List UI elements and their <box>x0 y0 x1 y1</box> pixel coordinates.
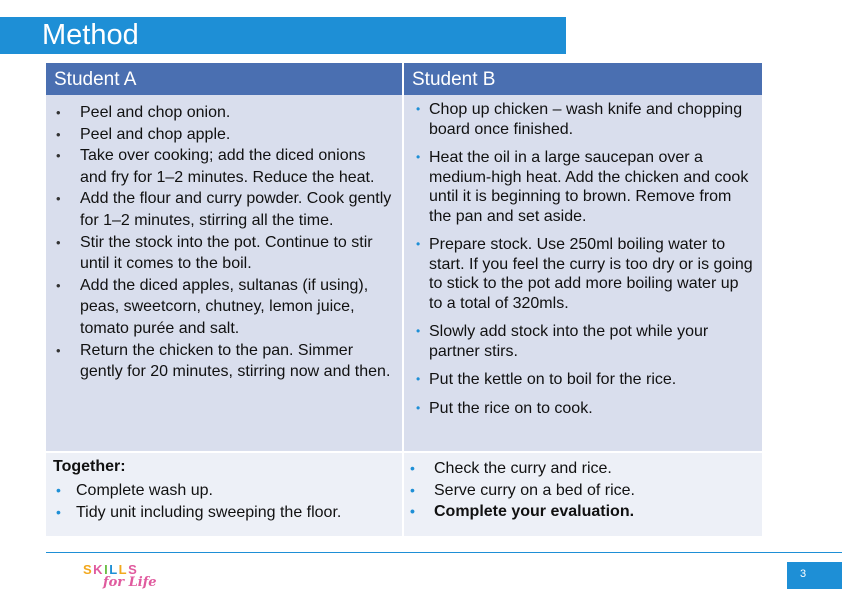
list-item: • Check the curry and rice. <box>406 458 746 480</box>
list-item: • Return the chicken to the pan. Simmer gently for 20 minutes, stirring now and then. <box>56 340 396 383</box>
list-item: • Tidy unit including sweeping the floor. <box>53 502 393 524</box>
list-item: • Add the diced apples, sultanas (if using), peas, sweetcorn, chutney, lemon juice, tomato purée and salt. <box>56 275 396 340</box>
page-title: Method <box>42 19 139 51</box>
list-item: • Add the flour and curry powder. Cook gently for 1–2 minutes, stirring all the time. <box>56 188 396 231</box>
list-item: • Slowly add stock into the pot while your partner stirs. <box>416 322 756 361</box>
footer-divider <box>46 552 842 553</box>
list-item: • Chop up chicken – wash knife and chopping board once finished. <box>416 100 756 139</box>
header-student-a-label: Student A <box>54 69 137 90</box>
list-item: • Peel and chop apple. <box>56 124 396 146</box>
method-table <box>46 63 762 536</box>
list-item: • Heat the oil in a large saucepan over a medium-high heat. Add the chicken and cook until it is beginning to brown. Remove from the pan and set aside. <box>416 148 756 226</box>
logo-line2: for Life <box>103 575 157 590</box>
list-item: • Prepare stock. Use 250ml boiling water to start. If you feel the curry is too dry or is going to stick to the pot add more boiling water up to a total of 320mls. <box>416 235 756 313</box>
header-student-a <box>46 63 402 95</box>
final-steps-cell <box>404 453 762 536</box>
student-a-list <box>56 102 396 383</box>
list-item: • Complete wash up. <box>53 480 393 502</box>
page-number: 3 <box>800 568 807 580</box>
list-item: • Complete your evaluation. <box>406 501 746 523</box>
list-item: • Put the rice on to cook. <box>416 399 756 419</box>
student-a-cell <box>46 95 402 451</box>
student-b-list <box>416 100 756 427</box>
skills-for-life-logo <box>83 562 163 590</box>
logo-line1: SKILLS <box>83 562 139 577</box>
student-b-cell <box>404 95 762 451</box>
list-item: • Take over cooking; add the diced onions and fry for 1–2 minutes. Reduce the heat. <box>56 145 396 188</box>
list-item: • Stir the stock into the pot. Continue to stir until it comes to the boil. <box>56 232 396 275</box>
header-student-b <box>404 63 762 95</box>
list-item: • Serve curry on a bed of rice. <box>406 480 746 502</box>
header-student-b-label: Student B <box>412 69 496 90</box>
together-list <box>53 480 393 523</box>
final-steps-list <box>406 458 746 523</box>
page-number-badge <box>787 562 842 589</box>
list-item: • Peel and chop onion. <box>56 102 396 124</box>
together-cell <box>46 453 402 536</box>
together-label: Together: <box>53 458 126 475</box>
title-bar <box>0 17 566 54</box>
list-item: • Put the kettle on to boil for the rice. <box>416 370 756 390</box>
